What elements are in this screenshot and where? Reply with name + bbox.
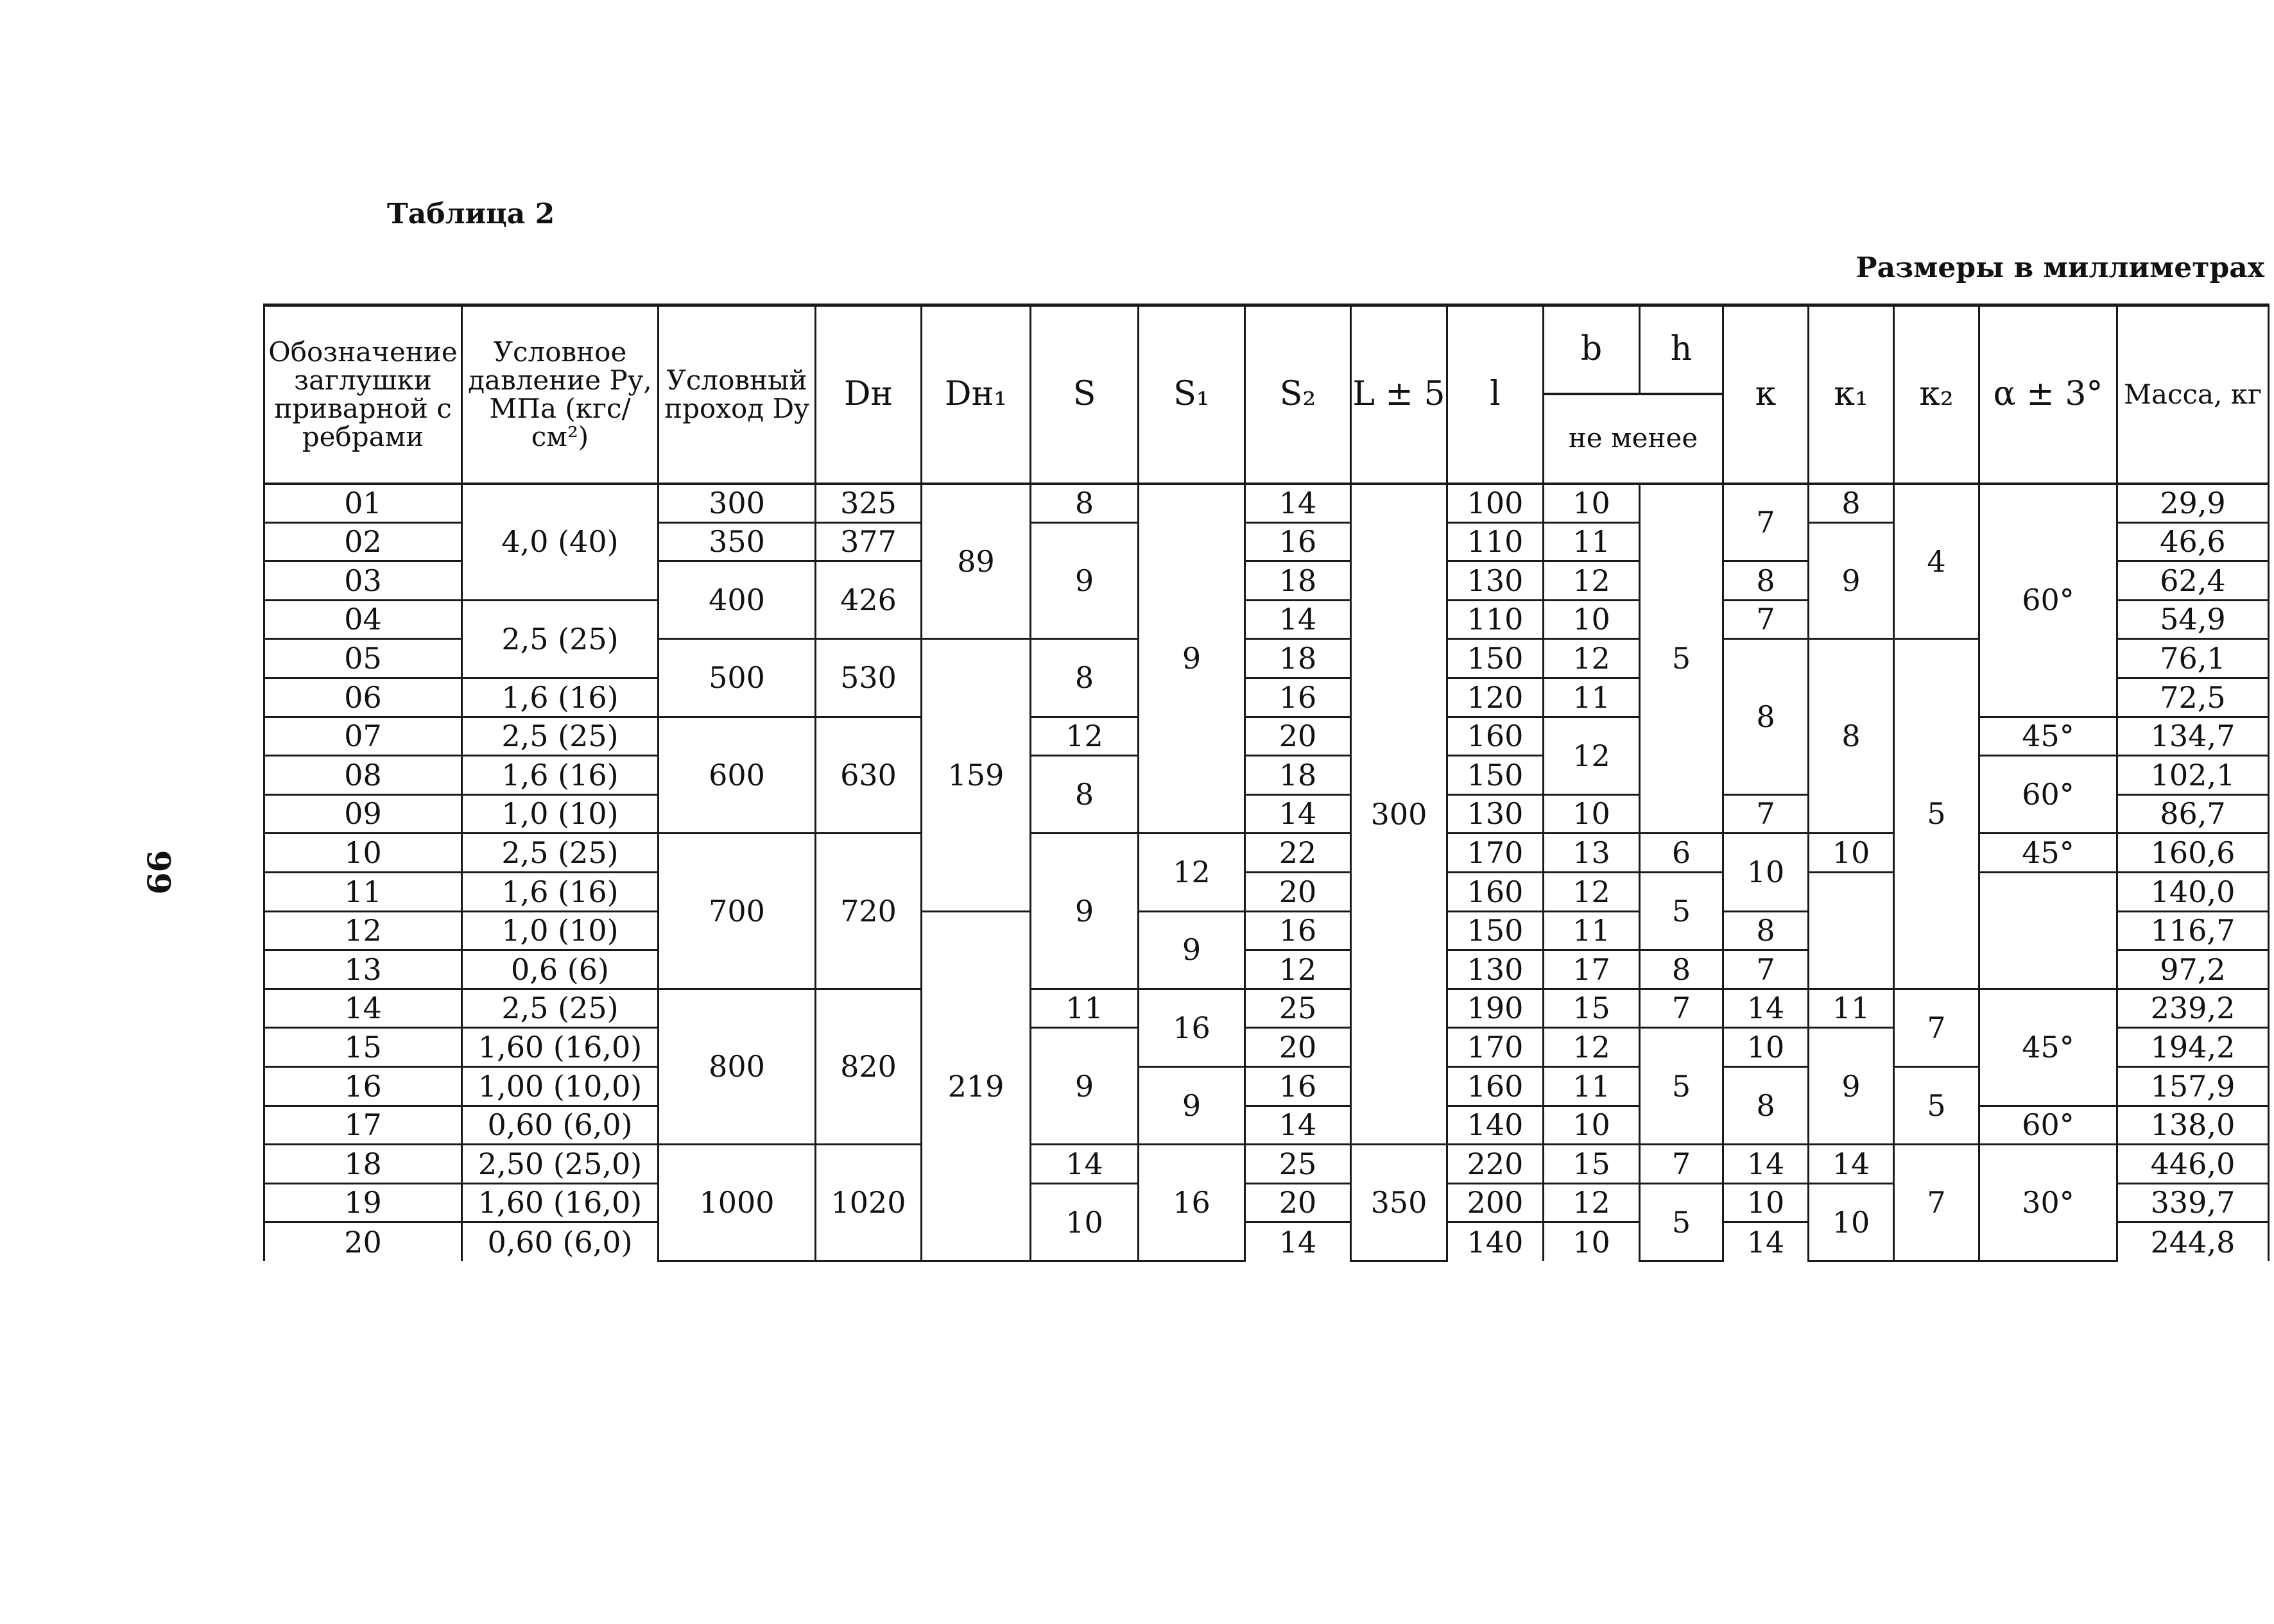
cell-b: 12 [1544, 639, 1640, 678]
cell-s: 8 [1031, 756, 1139, 833]
cell-designation: 15 [264, 1028, 462, 1067]
cell-b: 10 [1544, 1222, 1640, 1261]
cell-l-small: 200 [1447, 1183, 1544, 1222]
header-b: b [1544, 305, 1640, 394]
cell-bore: 1000 [659, 1145, 816, 1261]
cell-l-small: 190 [1447, 989, 1544, 1028]
cell-pressure: 2,5 (25) [462, 717, 659, 756]
cell-s: 11 [1031, 989, 1139, 1028]
cell-s1: 9 [1139, 1066, 1245, 1144]
cell-designation: 08 [264, 756, 462, 795]
cell-k1 [1809, 872, 1894, 989]
cell-k2: 4 [1894, 484, 1979, 639]
cell-s: 9 [1031, 522, 1139, 639]
cell-s2: 20 [1245, 1183, 1351, 1222]
cell-s2: 20 [1245, 717, 1351, 756]
cell-b: 15 [1544, 1145, 1640, 1184]
cell-pressure: 1,00 (10,0) [462, 1066, 659, 1106]
cell-s: 8 [1031, 639, 1139, 717]
cell-designation: 04 [264, 600, 462, 639]
cell-designation: 19 [264, 1183, 462, 1222]
cell-b: 13 [1544, 833, 1640, 873]
cell-b: 12 [1544, 561, 1640, 601]
cell-l-big: 300 [1351, 484, 1447, 1145]
cell-s: 14 [1031, 1145, 1139, 1184]
cell-h: 6 [1640, 833, 1723, 873]
table-row [264, 1066, 2269, 1106]
cell-pressure: 2,5 (25) [462, 833, 659, 873]
cell-s: 10 [1031, 1183, 1139, 1261]
cell-k: 7 [1723, 600, 1809, 639]
cell-k1: 10 [1809, 1183, 1894, 1261]
cell-dn: 325 [816, 484, 922, 523]
cell-mass: 244,8 [2117, 1222, 2269, 1261]
cell-pressure: 1,6 (16) [462, 678, 659, 717]
cell-l-small: 160 [1447, 872, 1544, 911]
cell-l-small: 150 [1447, 639, 1544, 678]
cell-designation: 01 [264, 484, 462, 523]
cell-alpha: 45° [1979, 833, 2117, 873]
cell-bore: 600 [659, 717, 816, 833]
cell-h: 8 [1640, 950, 1723, 989]
cell-dn: 530 [816, 639, 922, 717]
table-row [264, 989, 2269, 1028]
header-l-small: l [1447, 305, 1544, 484]
page-number: 99 [139, 850, 178, 895]
cell-k: 8 [1723, 561, 1809, 601]
cell-b: 12 [1544, 872, 1640, 911]
cell-pressure: 0,60 (6,0) [462, 1222, 659, 1261]
cell-alpha [1979, 872, 2117, 989]
cell-k: 8 [1723, 911, 1809, 950]
dimensions-table [263, 303, 2270, 1262]
cell-designation: 14 [264, 989, 462, 1028]
cell-dn1: 159 [922, 639, 1031, 911]
cell-k: 7 [1723, 950, 1809, 989]
cell-l-small: 160 [1447, 717, 1544, 756]
cell-b: 10 [1544, 484, 1640, 523]
cell-k2: 5 [1894, 639, 1979, 989]
cell-s2: 14 [1245, 600, 1351, 639]
cell-s: 9 [1031, 1028, 1139, 1145]
cell-alpha: 60° [1979, 1106, 2117, 1145]
cell-b: 10 [1544, 794, 1640, 833]
header-l-big: L ± 5 [1351, 305, 1447, 484]
cell-s: 8 [1031, 484, 1139, 523]
cell-pressure: 1,6 (16) [462, 872, 659, 911]
cell-l-small: 100 [1447, 484, 1544, 523]
cell-mass: 239,2 [2117, 989, 2269, 1028]
cell-s2: 18 [1245, 639, 1351, 678]
cell-s2: 25 [1245, 1145, 1351, 1184]
cell-bore: 300 [659, 484, 816, 523]
cell-designation: 03 [264, 561, 462, 601]
cell-mass: 76,1 [2117, 639, 2269, 678]
header-h: h [1640, 305, 1723, 394]
cell-k: 7 [1723, 794, 1809, 833]
cell-s2: 14 [1245, 1222, 1351, 1261]
cell-s2: 12 [1245, 950, 1351, 989]
cell-l-small: 130 [1447, 561, 1544, 601]
cell-b: 12 [1544, 717, 1640, 794]
cell-bore: 400 [659, 561, 816, 639]
cell-l-small: 150 [1447, 911, 1544, 950]
cell-k: 8 [1723, 639, 1809, 794]
cell-k1: 14 [1809, 1145, 1894, 1184]
cell-s1: 9 [1139, 911, 1245, 989]
table-row [264, 1145, 2269, 1184]
cell-mass: 140,0 [2117, 872, 2269, 911]
cell-l-small: 150 [1447, 756, 1544, 795]
cell-dn1: 219 [922, 911, 1031, 1261]
cell-l-small: 130 [1447, 950, 1544, 989]
cell-dn: 426 [816, 561, 922, 639]
cell-k2: 7 [1894, 1145, 1979, 1261]
cell-k: 10 [1723, 1183, 1809, 1222]
header-alpha: α ± 3° [1979, 305, 2117, 484]
cell-b: 17 [1544, 950, 1640, 989]
cell-bore: 350 [659, 522, 816, 561]
cell-k2: 7 [1894, 989, 1979, 1066]
cell-h: 5 [1640, 872, 1723, 950]
cell-k1: 10 [1809, 833, 1894, 873]
cell-mass: 339,7 [2117, 1183, 2269, 1222]
cell-l-small: 110 [1447, 600, 1544, 639]
cell-h: 5 [1640, 1183, 1723, 1261]
cell-designation: 18 [264, 1145, 462, 1184]
cell-mass: 102,1 [2117, 756, 2269, 795]
cell-s1: 12 [1139, 833, 1245, 911]
cell-alpha: 45° [1979, 989, 2117, 1106]
cell-designation: 05 [264, 639, 462, 678]
cell-s1: 16 [1139, 989, 1245, 1066]
cell-designation: 06 [264, 678, 462, 717]
cell-pressure: 2,50 (25,0) [462, 1145, 659, 1184]
cell-l-small: 110 [1447, 522, 1544, 561]
cell-designation: 11 [264, 872, 462, 911]
cell-designation: 17 [264, 1106, 462, 1145]
header-k1: к₁ [1809, 305, 1894, 484]
cell-bore: 800 [659, 989, 816, 1144]
cell-dn: 1020 [816, 1145, 922, 1261]
cell-k1: 11 [1809, 989, 1894, 1028]
cell-designation: 10 [264, 833, 462, 873]
cell-mass: 138,0 [2117, 1106, 2269, 1145]
cell-mass: 72,5 [2117, 678, 2269, 717]
cell-alpha: 30° [1979, 1145, 2117, 1261]
cell-b: 11 [1544, 911, 1640, 950]
cell-k1: 8 [1809, 639, 1894, 833]
cell-pressure: 1,0 (10) [462, 794, 659, 833]
cell-b: 11 [1544, 678, 1640, 717]
cell-mass: 86,7 [2117, 794, 2269, 833]
cell-dn: 820 [816, 989, 922, 1144]
cell-dn1: 89 [922, 484, 1031, 639]
header-not-less: не менее [1544, 394, 1723, 484]
cell-s2: 16 [1245, 678, 1351, 717]
cell-mass: 62,4 [2117, 561, 2269, 601]
cell-mass: 29,9 [2117, 484, 2269, 523]
cell-mass: 134,7 [2117, 717, 2269, 756]
cell-s2: 18 [1245, 756, 1351, 795]
cell-l-small: 140 [1447, 1222, 1544, 1261]
cell-s2: 20 [1245, 1028, 1351, 1067]
header-s2: S₂ [1245, 305, 1351, 484]
header-designation: Обозначение заглушки приварной с ребрами [264, 305, 462, 484]
cell-b: 11 [1544, 522, 1640, 561]
header-mass: Масса, кг [2117, 305, 2269, 484]
cell-l-small: 160 [1447, 1066, 1544, 1106]
cell-designation: 12 [264, 911, 462, 950]
cell-pressure: 0,60 (6,0) [462, 1106, 659, 1145]
cell-l-small: 130 [1447, 794, 1544, 833]
header-dn1: Dн₁ [922, 305, 1031, 484]
cell-dn: 720 [816, 833, 922, 989]
cell-k: 14 [1723, 1145, 1809, 1184]
cell-s2: 16 [1245, 522, 1351, 561]
cell-dn: 377 [816, 522, 922, 561]
cell-l-big: 350 [1351, 1145, 1447, 1261]
units-caption: Размеры в миллиметрах [1856, 252, 2264, 284]
cell-pressure: 2,5 (25) [462, 600, 659, 678]
cell-k: 10 [1723, 1028, 1809, 1067]
cell-h: 7 [1640, 989, 1723, 1028]
cell-s2: 16 [1245, 1066, 1351, 1106]
cell-pressure: 1,60 (16,0) [462, 1183, 659, 1222]
cell-k: 8 [1723, 1066, 1809, 1144]
cell-pressure: 1,60 (16,0) [462, 1028, 659, 1067]
cell-mass: 46,6 [2117, 522, 2269, 561]
cell-mass: 194,2 [2117, 1028, 2269, 1067]
header-dn: Dн [816, 305, 922, 484]
header-k: к [1723, 305, 1809, 484]
cell-l-small: 170 [1447, 1028, 1544, 1067]
cell-bore: 700 [659, 833, 816, 989]
cell-k: 14 [1723, 1222, 1809, 1261]
cell-b: 11 [1544, 1066, 1640, 1106]
cell-l-small: 120 [1447, 678, 1544, 717]
cell-l-small: 170 [1447, 833, 1544, 873]
cell-h: 5 [1640, 1028, 1723, 1145]
header-s: S [1031, 305, 1139, 484]
cell-designation: 07 [264, 717, 462, 756]
cell-k: 10 [1723, 833, 1809, 911]
cell-designation: 09 [264, 794, 462, 833]
table-row [264, 484, 2269, 523]
header-bore: Условный проход Dy [659, 305, 816, 484]
cell-s2: 14 [1245, 484, 1351, 523]
cell-mass: 446,0 [2117, 1145, 2269, 1184]
cell-designation: 13 [264, 950, 462, 989]
cell-s2: 20 [1245, 872, 1351, 911]
cell-alpha: 60° [1979, 756, 2117, 833]
cell-b: 15 [1544, 989, 1640, 1028]
cell-alpha: 60° [1979, 484, 2117, 717]
cell-b: 10 [1544, 600, 1640, 639]
cell-s2: 16 [1245, 911, 1351, 950]
cell-s: 9 [1031, 833, 1139, 989]
cell-mass: 97,2 [2117, 950, 2269, 989]
cell-mass: 116,7 [2117, 911, 2269, 950]
cell-designation: 02 [264, 522, 462, 561]
cell-mass: 54,9 [2117, 600, 2269, 639]
cell-k1: 8 [1809, 484, 1894, 523]
cell-designation: 20 [264, 1222, 462, 1261]
cell-s2: 22 [1245, 833, 1351, 873]
cell-h: 7 [1640, 1145, 1723, 1184]
cell-k: 14 [1723, 989, 1809, 1028]
cell-dn: 630 [816, 717, 922, 833]
cell-s1: 16 [1139, 1145, 1245, 1261]
cell-pressure: 1,6 (16) [462, 756, 659, 795]
cell-s2: 14 [1245, 794, 1351, 833]
cell-alpha: 45° [1979, 717, 2117, 756]
cell-k: 7 [1723, 484, 1809, 561]
header-s1: S₁ [1139, 305, 1245, 484]
header-k2: к₂ [1894, 305, 1979, 484]
cell-mass: 160,6 [2117, 833, 2269, 873]
cell-l-small: 140 [1447, 1106, 1544, 1145]
table-title: Таблица 2 [387, 198, 555, 230]
cell-l-small: 220 [1447, 1145, 1544, 1184]
cell-pressure: 2,5 (25) [462, 989, 659, 1028]
cell-k1: 9 [1809, 522, 1894, 639]
header-pressure: Условное давление Ру, МПа (кгс/см²) [462, 305, 659, 484]
cell-pressure: 0,6 (6) [462, 950, 659, 989]
cell-s: 12 [1031, 717, 1139, 756]
cell-pressure: 1,0 (10) [462, 911, 659, 950]
cell-pressure: 4,0 (40) [462, 484, 659, 601]
cell-s2: 25 [1245, 989, 1351, 1028]
cell-bore: 500 [659, 639, 816, 717]
cell-mass: 157,9 [2117, 1066, 2269, 1106]
cell-b: 12 [1544, 1183, 1640, 1222]
cell-k2: 5 [1894, 1066, 1979, 1144]
cell-designation: 16 [264, 1066, 462, 1106]
cell-s2: 18 [1245, 561, 1351, 601]
cell-b: 10 [1544, 1106, 1640, 1145]
cell-s2: 14 [1245, 1106, 1351, 1145]
cell-h: 5 [1640, 484, 1723, 833]
cell-b: 12 [1544, 1028, 1640, 1067]
cell-s1: 9 [1139, 484, 1245, 833]
cell-k1: 9 [1809, 1028, 1894, 1145]
